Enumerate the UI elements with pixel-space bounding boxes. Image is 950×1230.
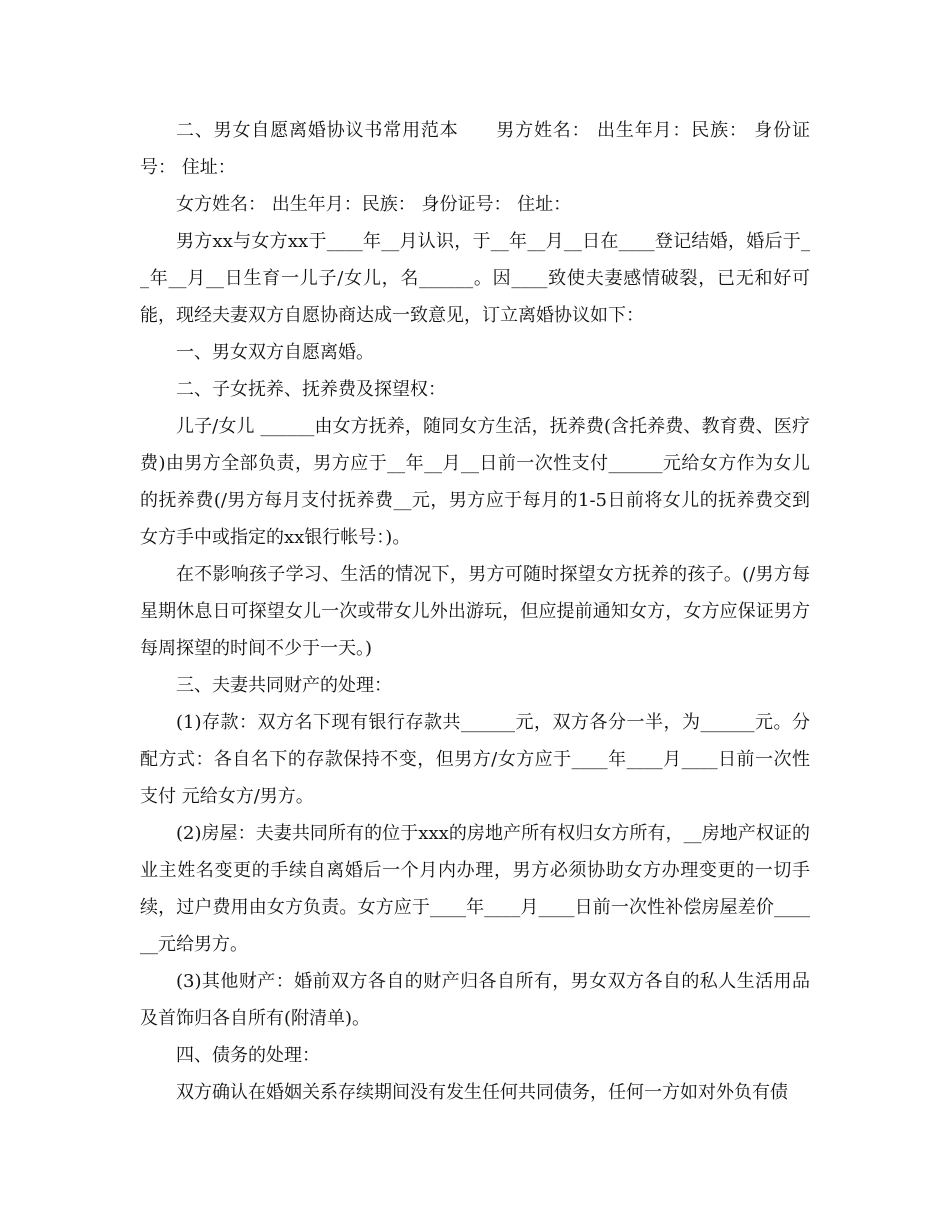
paragraph-house: (2)房屋：夫妻共同所有的位于xxx的房地产所有权归女方所有，__房地产权证的业主姓名变更的手续自离婚后一个月内办理，男方必须协助女方办理变更的一切手续，过户费用由女方负责。女方应于____年____月____日前一次性补偿房屋差价______元给男方。	[140, 823, 810, 955]
paragraph-savings: (1)存款：双方名下现有银行存款共______元，双方各分一半，为______元。分配方式：各自名下的存款保持不变，但男方/女方应于____年____月____日前一次性支付 元给女方/男方。	[140, 712, 810, 807]
paragraph-clause-2-heading: 二、子女抚养、抚养费及探望权：	[176, 379, 446, 400]
paragraph-clause-4-heading: 四、债务的处理：	[176, 1045, 320, 1066]
paragraph-female-info: 女方姓名： 出生年月：民族： 身份证号： 住址：	[176, 194, 572, 215]
paragraph-child-support: 儿子/女儿 ______由女方抚养，随同女方生活，抚养费(含托养费、教育费、医疗费)由男方全部负责，男方应于__年__月__日前一次性支付______元给女方作为女儿的抚养费(/男方每月支付抚养费__元，男方应于每月的1-5日前将女儿的抚养费交到女方手中或指定的xx银行帐号：)。	[140, 416, 810, 548]
paragraph-other-property: (3)其他财产：婚前双方各自的财产归各自所有，男女双方各自的私人生活用品及首饰归各自所有(附清单)。	[140, 971, 810, 1029]
paragraph-debts: 双方确认在婚姻关系存续期间没有发生任何共同债务，任何一方如对外负有债	[176, 1082, 788, 1103]
paragraph-clause-3-heading: 三、夫妻共同财产的处理：	[176, 675, 392, 696]
paragraph-visitation: 在不影响孩子学习、生活的情况下，男方可随时探望女方抚养的孩子。(/男方每星期休息日可探望女儿一次或带女儿外出游玩，但应提前通知女方，女方应保证男方每周探望的时间不少于一天。)	[140, 564, 810, 659]
paragraph-title-male-info: 二、男女自愿离婚协议书常用范本 男方姓名： 出生年月：民族： 身份证号： 住址：	[140, 120, 810, 178]
paragraph-marriage-facts: 男方xx与女方xx于____年__月认识，于__年__月__日在____登记结婚，婚后于__年__月__日生育一儿子/女儿，名______。因____致使夫妻感情破裂，已无和好可能，现经夫妻双方自愿协商达成一致意见，订立离婚协议如下：	[140, 231, 810, 326]
paragraph-clause-1: 一、男女双方自愿离婚。	[176, 342, 374, 363]
